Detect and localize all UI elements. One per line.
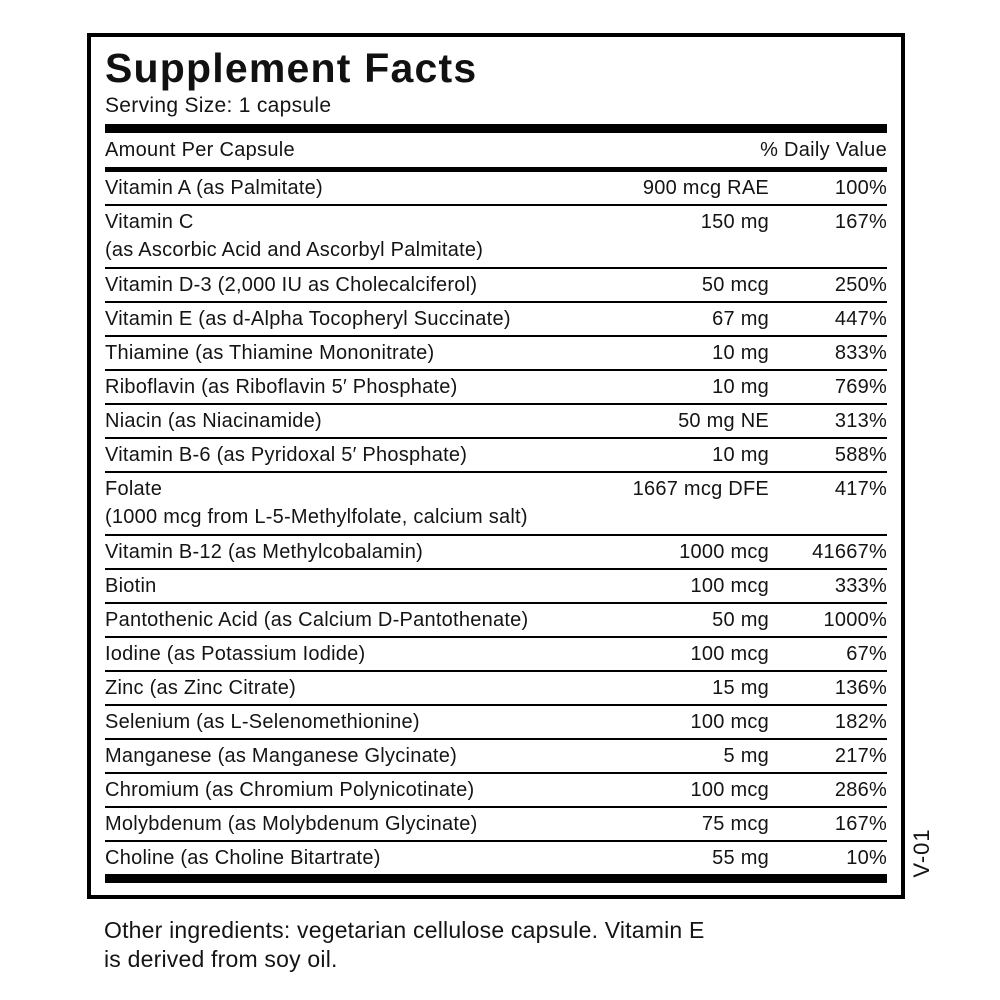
nutrient-name: Iodine (as Potassium Iodide)	[105, 642, 366, 665]
amount-column-header: Amount Per Capsule	[105, 138, 295, 161]
nutrient-table	[105, 172, 887, 874]
nutrient-name: Vitamin C	[105, 210, 194, 233]
nutrient-name: Choline (as Choline Bitartrate)	[105, 846, 381, 869]
nutrient-amount: 900 mcg RAE	[642, 176, 769, 199]
nutrient-row	[105, 604, 887, 638]
nutrient-daily-value: 1000%	[823, 608, 887, 631]
nutrient-source-note: (1000 mcg from L-5-Methylfolate, calcium salt)	[105, 505, 528, 528]
nutrient-amount: 50 mg	[712, 608, 769, 631]
page-title: Supplement Facts	[105, 45, 478, 91]
other-ingredients-text	[104, 916, 904, 974]
nutrient-amount: 67 mg	[712, 307, 769, 330]
nutrient-amount: 15 mg	[712, 676, 769, 699]
nutrient-daily-value: 167%	[834, 210, 887, 233]
nutrient-daily-value: 136%	[834, 676, 887, 699]
nutrient-daily-value: 769%	[834, 375, 887, 398]
nutrient-daily-value: 833%	[834, 341, 887, 364]
nutrient-name: Vitamin B-12 (as Methylcobalamin)	[105, 540, 424, 563]
nutrient-daily-value: 417%	[834, 477, 887, 500]
nutrient-daily-value: 313%	[834, 409, 887, 432]
nutrient-daily-value: 41667%	[812, 540, 887, 563]
serving-size-text: Serving Size: 1 capsule	[105, 94, 332, 118]
nutrient-daily-value: 286%	[834, 778, 887, 801]
header-rule-thick	[105, 124, 887, 133]
nutrient-amount: 1000 mcg	[679, 540, 769, 563]
nutrient-row	[105, 206, 887, 269]
nutrient-amount: 100 mcg	[690, 642, 769, 665]
supplement-facts-box	[87, 33, 905, 899]
nutrient-name: Zinc (as Zinc Citrate)	[105, 676, 297, 699]
footer-rule-thick	[105, 874, 887, 883]
nutrient-row	[105, 536, 887, 570]
nutrient-amount: 50 mg NE	[678, 409, 769, 432]
table-header	[105, 133, 887, 167]
other-ingredients-line: Other ingredients: vegetarian cellulose capsule. Vitamin E	[104, 917, 705, 943]
nutrient-name: Folate	[105, 477, 163, 500]
nutrient-amount: 100 mcg	[690, 710, 769, 733]
nutrient-row	[105, 337, 887, 371]
nutrient-row	[105, 842, 887, 874]
nutrient-row	[105, 405, 887, 439]
nutrient-daily-value: 588%	[834, 443, 887, 466]
nutrient-name: Biotin	[105, 574, 157, 597]
nutrient-name: Thiamine (as Thiamine Mononitrate)	[105, 341, 435, 364]
nutrient-amount: 1667 mcg DFE	[632, 477, 769, 500]
nutrient-name: Manganese (as Manganese Glycinate)	[105, 744, 458, 767]
nutrient-name: Vitamin A (as Palmitate)	[105, 176, 323, 199]
nutrient-amount: 10 mg	[712, 375, 769, 398]
nutrient-name: Vitamin B-6 (as Pyridoxal 5′ Phosphate)	[105, 443, 468, 466]
nutrient-row	[105, 439, 887, 473]
nutrient-name: Selenium (as L-Selenomethionine)	[105, 710, 420, 733]
nutrient-daily-value: 100%	[834, 176, 887, 199]
nutrient-daily-value: 10%	[846, 846, 887, 869]
nutrient-amount: 100 mcg	[690, 574, 769, 597]
nutrient-amount: 10 mg	[712, 341, 769, 364]
nutrient-row	[105, 172, 887, 206]
nutrient-daily-value: 167%	[834, 812, 887, 835]
nutrient-daily-value: 67%	[846, 642, 887, 665]
nutrient-amount: 150 mg	[700, 210, 769, 233]
nutrient-name: Chromium (as Chromium Polynicotinate)	[105, 778, 475, 801]
nutrient-row	[105, 371, 887, 405]
nutrient-row	[105, 269, 887, 303]
nutrient-row	[105, 774, 887, 808]
nutrient-daily-value: 217%	[834, 744, 887, 767]
nutrient-amount: 100 mcg	[690, 778, 769, 801]
nutrient-name: Vitamin D-3 (2,000 IU as Cholecalciferol)	[105, 273, 478, 296]
version-code: V-01	[909, 828, 934, 878]
nutrient-amount: 75 mcg	[701, 812, 769, 835]
nutrient-row	[105, 303, 887, 337]
nutrient-daily-value: 182%	[834, 710, 887, 733]
nutrient-row	[105, 740, 887, 774]
nutrient-name: Vitamin E (as d-Alpha Tocopheryl Succinate)	[105, 307, 511, 330]
nutrient-amount: 10 mg	[712, 443, 769, 466]
nutrient-daily-value: 250%	[834, 273, 887, 296]
nutrient-row	[105, 706, 887, 740]
nutrient-daily-value: 333%	[834, 574, 887, 597]
nutrient-row	[105, 570, 887, 604]
nutrient-row	[105, 672, 887, 706]
nutrient-amount: 5 mg	[723, 744, 769, 767]
nutrient-name: Pantothenic Acid (as Calcium D-Pantothenate)	[105, 608, 529, 631]
nutrient-row	[105, 808, 887, 842]
nutrient-amount: 50 mcg	[701, 273, 769, 296]
nutrient-amount: 55 mg	[712, 846, 769, 869]
nutrient-row	[105, 473, 887, 536]
nutrient-name: Niacin (as Niacinamide)	[105, 409, 322, 432]
nutrient-name: Molybdenum (as Molybdenum Glycinate)	[105, 812, 478, 835]
nutrient-name: Riboflavin (as Riboflavin 5′ Phosphate)	[105, 375, 458, 398]
daily-value-column-header: % Daily Value	[760, 138, 887, 161]
nutrient-source-note: (as Ascorbic Acid and Ascorbyl Palmitate)	[105, 238, 484, 261]
nutrient-row	[105, 638, 887, 672]
other-ingredients-line: is derived from soy oil.	[104, 946, 338, 972]
nutrient-daily-value: 447%	[834, 307, 887, 330]
